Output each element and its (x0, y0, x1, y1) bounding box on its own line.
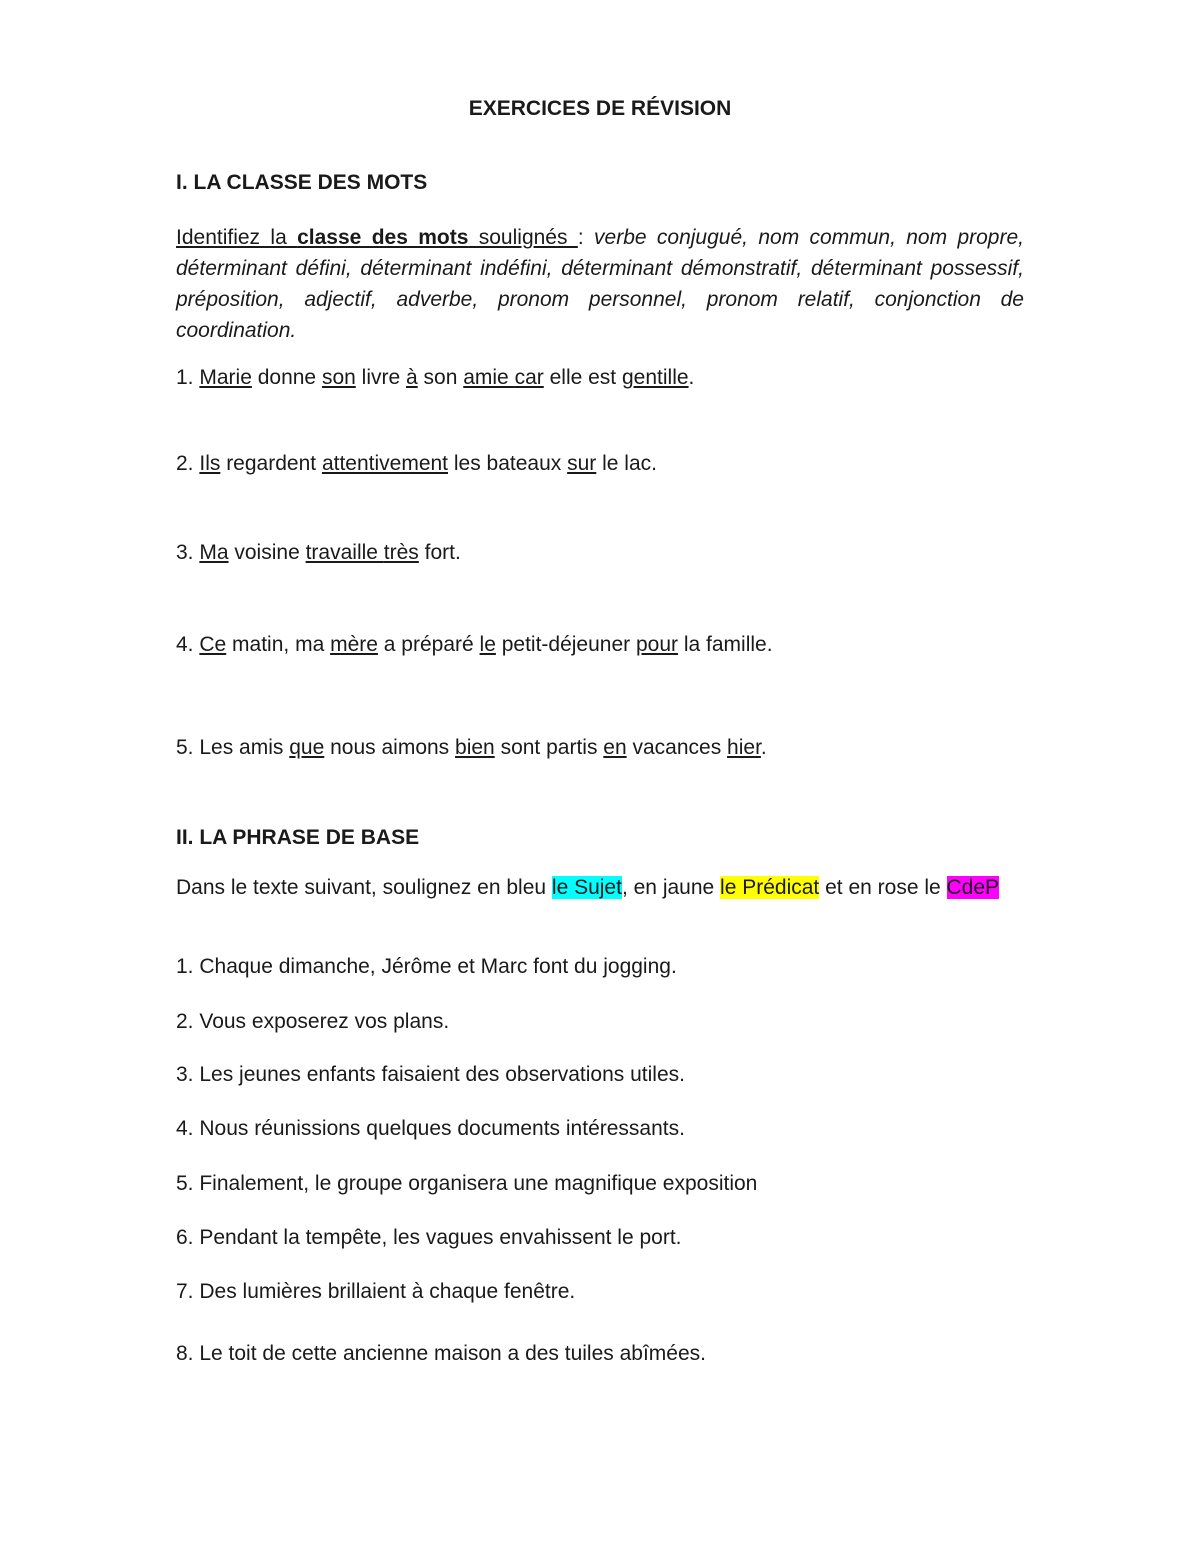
underlined-word: car (514, 366, 544, 389)
sentence-number: 3. (176, 541, 200, 564)
sentence-text: voisine (228, 541, 306, 564)
underlined-word: pour (635, 633, 679, 656)
underlined-word: gentille (621, 366, 689, 389)
sentence-text: . (760, 736, 767, 759)
sentence-number: 2. (176, 452, 200, 475)
sentence-text: regardent (220, 452, 322, 475)
underlined-word: à (406, 366, 418, 389)
sentence-text: la famille. (678, 633, 773, 656)
sentence-text: Les amis (199, 736, 290, 759)
sentence-text: le lac. (596, 452, 657, 475)
instructions-2 (176, 872, 1024, 903)
exercise2-sentence-2: 2. Vous exposerez vos plans. (176, 1010, 450, 1033)
instr-part-b: classe des mots (297, 226, 469, 249)
underlined-word: que (289, 736, 325, 759)
instr-part-c: soulignés (468, 226, 578, 249)
underlined-word: en (603, 736, 627, 759)
instr-class-list: verbe conjugué, nom commun, nom propre, déterminant défini, déterminant indéfini, déterminant démonstratif, déterminant possessif, préposition, adjectif, adverbe, pronom personnel, pronom relatif, conjonction de coordination. (176, 226, 1024, 342)
underlined-word: Ce (199, 633, 227, 656)
underlined-word: sur (567, 452, 597, 475)
underlined-word: Ma (199, 541, 229, 564)
instr-part-a: Identifiez la (176, 226, 298, 249)
exercise2-sentence-3: 3. Les jeunes enfants faisaient des observations utiles. (176, 1063, 685, 1086)
underlined-word: bien (455, 736, 495, 759)
underlined-word: mère (330, 633, 378, 656)
sentence-number: 4. (176, 633, 200, 656)
sentence-text: livre (355, 366, 406, 389)
intro2-part-b: , en jaune (621, 876, 721, 899)
highlight-sujet: le Sujet (551, 876, 622, 899)
highlight-cdep: CdeP (946, 876, 1000, 899)
exercise2-sentence-5: 5. Finalement, le groupe organisera une magnifique exposition (176, 1172, 758, 1195)
intro2-part-c: et en rose le (819, 876, 947, 899)
underlined-word: travaille (305, 541, 384, 564)
exercise2-sentence-7: 7. Des lumières brillaient à chaque fenêtre. (176, 1280, 576, 1303)
exercise2-sentence-6: 6. Pendant la tempête, les vagues envahissent le port. (176, 1226, 682, 1249)
sentence-text: donne (251, 366, 322, 389)
section-heading-1: I. LA CLASSE DES MOTS (176, 171, 428, 194)
sentence-text: sont partis (494, 736, 604, 759)
exercise1-sentence-4 (176, 633, 773, 657)
exercise2-sentence-1: 1. Chaque dimanche, Jérôme et Marc font du jogging. (176, 955, 677, 978)
exercise2-sentence-8: 8. Le toit de cette ancienne maison a des tuiles abîmées. (176, 1342, 706, 1365)
underlined-word: très (383, 541, 419, 564)
highlight-predicat: le Prédicat (720, 876, 820, 899)
exercise2-sentence-4: 4. Nous réunissions quelques documents intéressants. (176, 1117, 685, 1140)
sentence-text: elle est (543, 366, 622, 389)
instr-part-d: : (577, 226, 595, 249)
page-title: EXERCICES DE RÉVISION (468, 97, 732, 120)
underlined-word: attentivement (321, 452, 449, 475)
underlined-word: le (479, 633, 496, 656)
sentence-text: les bateaux (448, 452, 568, 475)
exercise1-sentence-1 (176, 366, 694, 390)
sentence-number: 1. (176, 366, 200, 389)
intro2-part-a: Dans le texte suivant, soulignez en bleu (176, 876, 552, 899)
sentence-number: 5. (176, 736, 200, 759)
sentence-text: nous aimons (324, 736, 456, 759)
exercise1-sentence-3 (176, 541, 461, 565)
underlined-word: son (321, 366, 356, 389)
sentence-text: a préparé (377, 633, 480, 656)
section-heading-2: II. LA PHRASE DE BASE (176, 826, 420, 849)
sentence-text: petit-déjeuner (495, 633, 636, 656)
sentence-text: son (417, 366, 464, 389)
underlined-word: Ils (199, 452, 221, 475)
underlined-word: amie (463, 366, 515, 389)
underlined-word: Marie (199, 366, 252, 389)
sentence-text: . (688, 366, 695, 389)
exercise1-sentence-2 (176, 452, 657, 476)
sentence-text: fort. (418, 541, 461, 564)
sentence-text: matin, ma (226, 633, 331, 656)
instructions-1 (176, 222, 1024, 346)
sentence-text: vacances (626, 736, 728, 759)
underlined-word: hier (727, 736, 761, 759)
exercise1-sentence-5 (176, 736, 767, 760)
